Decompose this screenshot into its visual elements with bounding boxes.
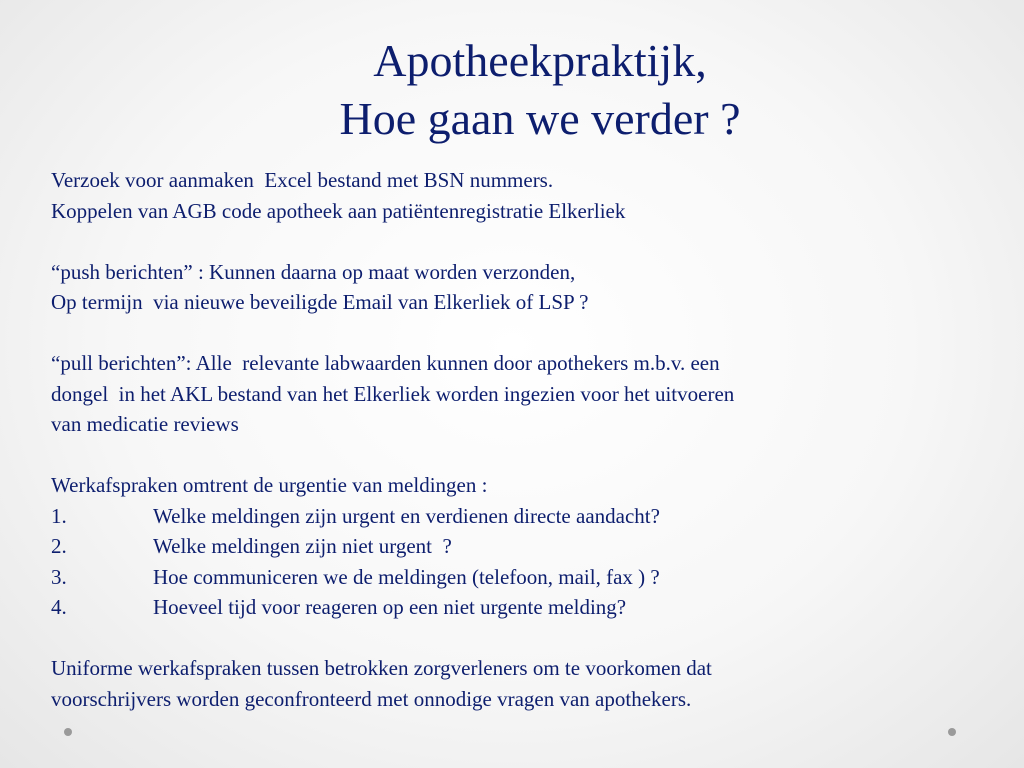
body-line: dongel in het AKL bestand van het Elkerliek worden ingezien voor het uitvoeren (51, 381, 735, 406)
list-number: 3. (51, 564, 67, 589)
paragraph-gap (51, 440, 1001, 471)
title-line-2: Hoe gaan we verder ? (339, 93, 741, 144)
list-text: Welke meldingen zijn niet urgent ? (153, 534, 452, 558)
title-line-1: Apotheekpraktijk, (373, 35, 707, 86)
body-line: Verzoek voor aanmaken Excel bestand met BSN nummers. (51, 168, 554, 192)
decorative-dot-left (64, 728, 72, 736)
werkafspraken-heading: Werkafspraken omtrent de urgentie van meldingen : (51, 473, 488, 497)
list-text: Welke meldingen zijn urgent en verdienen directe aandacht? (153, 503, 660, 528)
paragraph-gap (51, 226, 1001, 257)
slide-title (0, 32, 1024, 148)
body-line: van medicatie reviews (51, 412, 239, 436)
list-item (51, 501, 1001, 532)
slide-body (51, 165, 1001, 714)
list-number: 2. (51, 534, 67, 558)
list-text: Hoeveel tijd voor reageren op een niet urgente melding? (153, 595, 627, 619)
body-line: Op termijn via nieuwe beveiligde Email van Elkerliek of LSP ? (51, 290, 589, 314)
list-number: 4. (51, 595, 67, 619)
body-line: “push berichten” : Kunnen daarna op maat worden verzonden, (51, 259, 576, 284)
list-number: 1. (51, 503, 67, 528)
list-item (51, 562, 1001, 593)
list-item (51, 531, 1001, 562)
paragraph-gap (51, 623, 1001, 654)
paragraph-gap (51, 318, 1001, 349)
body-line: Uniforme werkafspraken tussen betrokken zorgverleners om te voorkomen dat (51, 656, 712, 680)
list-item (51, 592, 1001, 623)
body-line: Koppelen van AGB code apotheek aan patiëntenregistratie Elkerliek (51, 198, 626, 223)
body-line: “pull berichten”: Alle relevante labwaarden kunnen door apothekers m.b.v. een (51, 351, 720, 375)
decorative-dot-right (948, 728, 956, 736)
body-line: voorschrijvers worden geconfronteerd met onnodige vragen van apothekers. (51, 686, 692, 711)
list-text: Hoe communiceren we de meldingen (telefoon, mail, fax ) ? (153, 564, 660, 589)
